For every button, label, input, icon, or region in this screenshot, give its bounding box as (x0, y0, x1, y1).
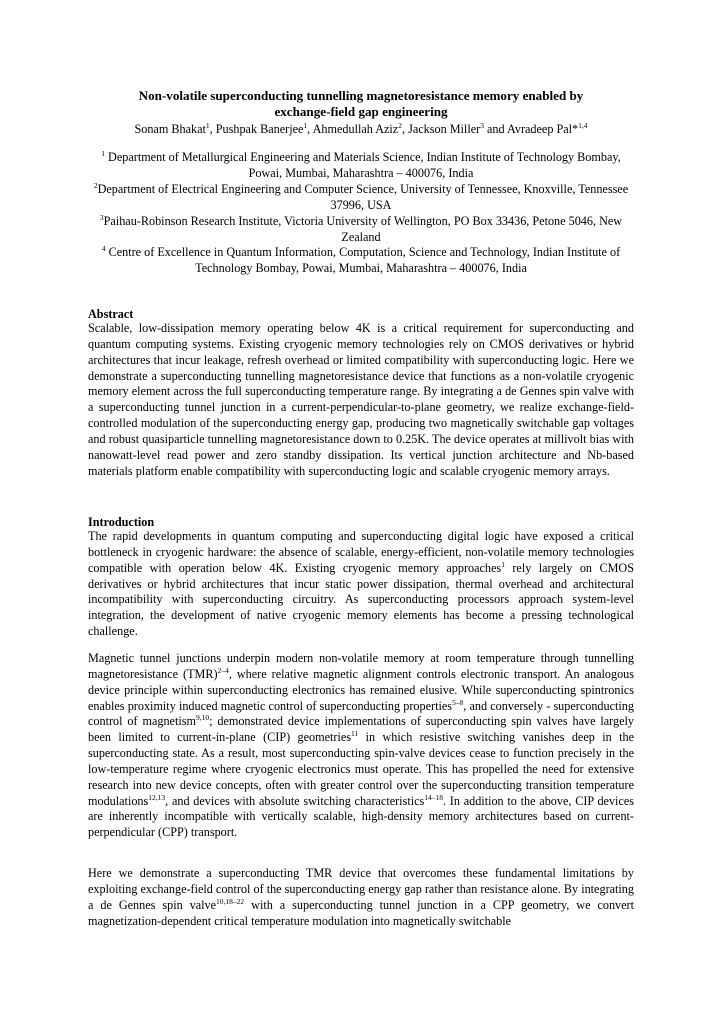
intro-paragraph-2: Magnetic tunnel junctions underpin modern non-volatile memory at room temperature through tunnelling magnetoresistance (TMR)$^{2-4}$, where relative magnetic alignment controls electronic transport. An analogous device principle within superconducting electronics has remained elusive. While superconducting spintronics enables proximity induced magnetic control of superconducting properties$^{5-8}$, and conversely - superconducting control of magnetism$^{9,10}$; demonstrated device implementations of superconducting spin valves have largely been limited to current-in-plane (CIP) geometries$^{11}$ in which resistive switching vanishes deep in the superconducting state. As a result, most superconducting spin-valve devices cease to function precisely in the low-temperature regime where cryogenic electronics must operate. This has propelled the need for extensive research into new device concepts, often with greater control over the superconducting transition temperature modulations$^{12,13}$, and devices with absolute switching characteristics$^{14-18}$. In addition to the above, CIP devices are inherently incompatible with vertically scalable, high-density memory architectures based on current-perpendicular (CPP) transport. (88, 651, 635, 840)
citation-ref: 11 (351, 729, 359, 739)
affiliation-text: Paihau-Robinson Research Institute, Victoria University of Wellington, PO Box 33436, Petone 5046, New Zealand (103, 213, 623, 244)
author-name: Pushpak Banerjee (215, 122, 304, 136)
affiliation-text: Centre of Excellence in Quantum Information, Computation, Science and Technology, Indian Institute of Technology Bombay, Powai, Mumbai, Maharashtra – 400076, India (105, 245, 621, 276)
citation-ref: 2–4 (217, 665, 229, 675)
author-name: Jackson Miller (408, 122, 481, 136)
affiliation-text: Department of Electrical Engineering and Computer Science, University of Tennessee, Knoxville, Tennessee 37996, USA (97, 181, 629, 212)
intro-paragraph-1: The rapid developments in quantum computing and superconducting digital logic have exposed a critical bottleneck in cryogenic hardware: the absence of scalable, energy-efficient, non-volatile memory technologies compatible with operation below 4K. Existing cryogenic memory approaches$^1$ rely largely on CMOS derivatives or hybrid architectures that incur static power dissipation, thermal overhead and architectural incompatibility with superconducting circuitry. As superconducting processors approach system-level integration, the development of native cryogenic memory elements has become a pressing technological challenge. (88, 529, 634, 639)
intro-paragraph-3: Here we demonstrate a superconducting TMR device that overcomes these fundamental limitations by exploiting exchange-field control of the superconducting energy gap rather than resistance alone. By integrating a de Gennes spin valve$^{10,18-22}$ with a superconducting tunnel junction in a CPP geometry, we convert magnetization-dependent critical temperature modulation into magnetically switchable (88, 866, 634, 928)
abstract-text: Scalable, low-dissipation memory operating below 4K is a critical requirement for superconducting and quantum computing systems. Existing cryogenic memory technologies rely on CMOS derivatives or hybrid architectures that incur leakage, refresh overhead or limited compatibility with superconducting logic. Here we demonstrate a superconducting tunnelling magnetoresistance device that functions as a non-volatile cryogenic memory element across the full superconducting temperature range. By integrating a de Gennes spin valve with a superconducting tunnel junction in a current-perpendicular-to-plane geometry, we realize exchange-field-controlled modulation of the superconducting energy gap, producing two magnetically switchable gap voltages and robust quasiparticle tunnelling magnetoresistance down to 0.25K. The device operates at millivolt bias with nanowatt-level read power and zero standby dissipation. Its vertical junction architecture and Nb-based materials platform enable compatibility with superconducting logic and scalable cryogenic memory arrays. (88, 321, 634, 478)
affiliation (84, 182, 638, 214)
title-line-1: Non-volatile superconducting tunnelling magnetoresistance memory enabled by (138, 88, 584, 103)
author-name: Sonam Bhakat (134, 122, 206, 136)
affiliation-text: Department of Metallurgical Engineering and Materials Science, Indian Institute of Technology Bombay, Powai, Mumbai, Maharashtra – 400076, India (105, 150, 621, 180)
paper-title (88, 88, 634, 120)
affiliation (84, 245, 638, 277)
author-affiliation-number: 2 (398, 120, 402, 130)
author-name: Avradeep Pal* (506, 122, 579, 136)
citation-ref: 5–8 (452, 697, 464, 707)
affiliation (84, 214, 638, 246)
citation-ref: 9,10 (195, 713, 210, 723)
affiliation-list (84, 150, 638, 277)
title-line-2: exchange-field gap engineering (274, 104, 448, 119)
affiliation-number: 4 (101, 244, 106, 254)
author-affiliation-number: 3 (480, 120, 484, 130)
abstract-heading: Abstract (88, 307, 134, 321)
author-affiliation-number: 1,4 (578, 120, 588, 130)
citation-ref: 1 (501, 559, 505, 569)
affiliation-number: 2 (93, 180, 98, 190)
citation-ref: 10,18–22 (216, 896, 245, 906)
author-name: Ahmedullah Aziz (312, 122, 399, 136)
introduction-heading: Introduction (88, 515, 155, 529)
affiliation (84, 150, 638, 182)
affiliation-number: 3 (99, 212, 104, 222)
author-affiliation-number: 1 (303, 120, 308, 130)
author-list: Sonam Bhakat$^1$, Pushpak Banerjee$^1$, Ahmedullah Aziz$^2$, Jackson Miller$^3$ and Avradeep Pal*$^{1,4}$ (134, 120, 588, 136)
citation-ref: 12,13 (148, 792, 166, 802)
citation-ref: 14–18 (424, 792, 443, 802)
affiliation-number: 1 (101, 148, 105, 158)
author-affiliation-number: 1 (205, 120, 210, 130)
